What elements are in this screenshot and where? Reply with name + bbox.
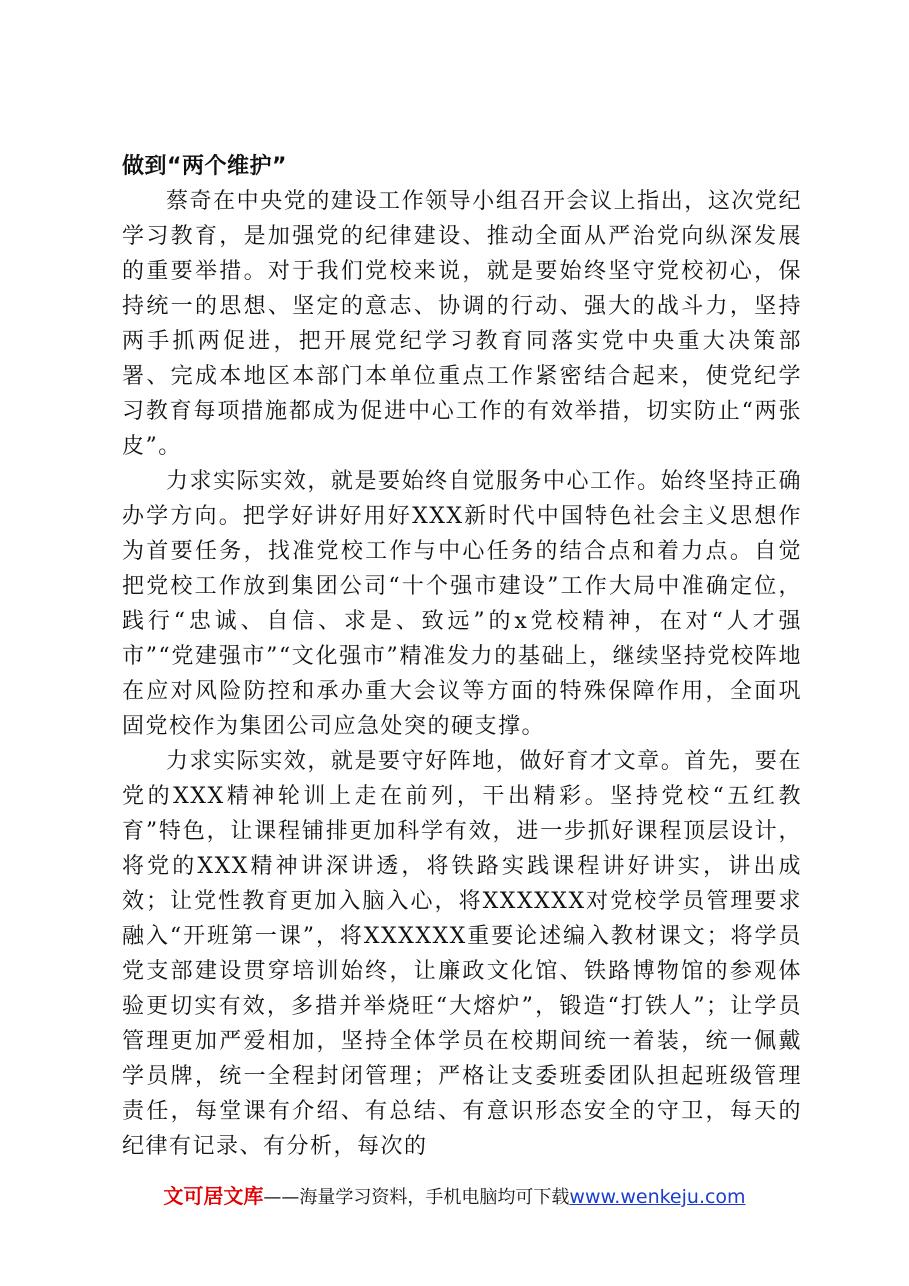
footer-tagline: ——海量学习资料，手机电脑均可下载 — [263, 1187, 570, 1208]
section-heading: 做到“两个维护” — [122, 154, 287, 179]
paragraph-2: 力求实际实效，就是要始终自觉服务中心工作。始终坚持正确办学方向。把学好讲好用好XXX新时代中国特色社会主义思想作为首要任务，找准党校工作与中心任务的结合点和着力点。自觉把党校工作放到集团公司“十个强市建设”工作大局中准确定位，践行“忠诚、自信、求是、致远”的x党校精神，在对“人才强市”“党建强市”“文化强市”精准发力的基础上，继续坚持党校阵地在应对风险防控和承办重大会议等方面的特殊保障作用，全面巩固党校作为集团公司应急处突的硬支撑。 — [122, 469, 802, 739]
footer-link[interactable]: www.wenkeju.com — [569, 1186, 746, 1208]
paragraph-3: 力求实际实效，就是要守好阵地，做好育才文章。首先，要在党的XXX精神轮训上走在前列，干出精彩。坚持党校“五红教育”特色，让课程铺排更加科学有效，进一步抓好课程顶层设计，将党的XXX精神讲深讲透，将铁路实践课程讲好讲实，讲出成效；让党性教育更加入脑入心，将XXXXXX对党校学员管理要求融入“开班第一课”，将XXXXXX重要论述编入教材课文；将学员党支部建设贯穿培训始终，让廉政文化馆、铁路博物馆的参观体验更切实有效，多措并举烧旺“大熔炉”，锻造“打铁人”；让学员管理更加严爱相加，坚持全体学员在校期间统一着装，统一佩戴学员牌，统一全程封闭管理；严格让支委班委团队担起班级管理责任，每堂课有介绍、有总结、有意识形态安全的守卫，每天的纪律有记录、有分析，每次的 — [122, 749, 802, 1159]
paragraph-1: 蔡奇在中央党的建设工作领导小组召开会议上指出，这次党纪学习教育，是加强党的纪律建设、推动全面从严治党向纵深发展的重要举措。对于我们党校来说，就是要始终坚守党校初心，保持统一的思想、坚定的意志、协调的行动、强大的战斗力，坚持两手抓两促进，把开展党纪学习教育同落实党中央重大决策部署、完成本地区本部门本单位重点工作紧密结合起来，使党纪学习教育每项措施都成为促进中心工作的有效举措，切实防止“两张皮”。 — [122, 189, 802, 459]
document-body — [122, 150, 802, 1164]
footer-banner — [0, 1183, 909, 1211]
footer-brand: 文可居文库 — [163, 1184, 264, 1208]
